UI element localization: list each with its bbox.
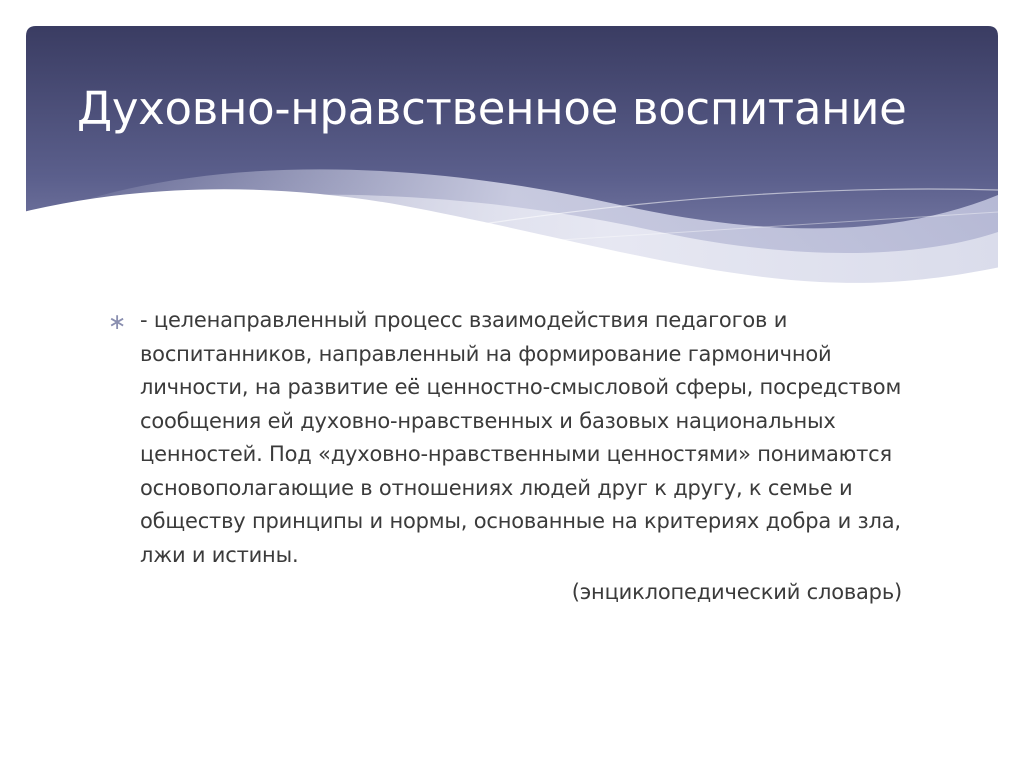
slide-content: [108, 304, 908, 610]
definition-text: - целенаправленный процесс взаимодействия педагогов и воспитанников, направленный на формирование гармоничной личности, на развитие её ценностно-смысловой сферы, посредством сообщения ей духовно-нравственных и базовых национальных ценностей. Под «духовно-нравственными ценностями» понимаются основополагающие в отношениях людей друг к другу, к семье и обществу принципы и нормы, основанные на критериях добра и зла, лжи и истины.: [140, 308, 902, 567]
source-citation: (энциклопедический словарь): [571, 580, 902, 604]
bullet-item: [108, 304, 908, 572]
header-banner: [0, 0, 1024, 300]
slide-title: Духовно-нравственное воспитание: [77, 82, 907, 135]
asterisk-icon: ∗: [108, 310, 127, 335]
